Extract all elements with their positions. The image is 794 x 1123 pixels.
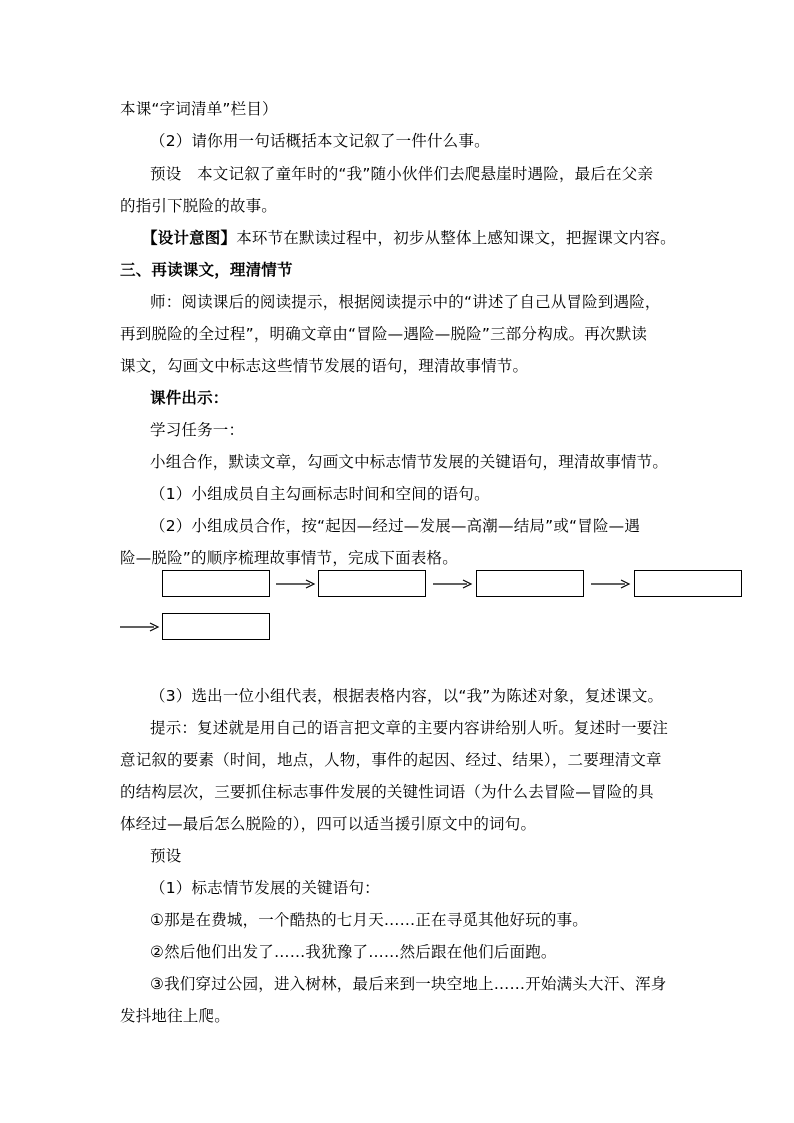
text-line: （1）小组成员自主勾画标志时间和空间的语句。 <box>150 485 490 503</box>
text-line: 再到脱险的全过程”，明确文章由“冒险—遇险—脱险”三部分构成。再次默读 <box>120 325 648 343</box>
arrow-right-icon <box>120 621 160 633</box>
arrow-right-icon <box>591 578 631 590</box>
plot-box-4 <box>634 570 742 597</box>
arrow-right-icon <box>276 578 316 590</box>
text-line: 课文，勾画文中标志这些情节发展的语句，理清故事情节。 <box>120 357 529 375</box>
preset-answer: 预设 本文记叙了童年时的“我”随小伙伴们去爬悬崖时遇险，最后在父亲 <box>150 165 654 183</box>
text-line: 体经过—最后怎么脱险的），四可以适当援引原文中的词句。 <box>120 815 537 833</box>
text-line: 小组合作，默读文章，勾画文中标志情节发展的关键语句，理清故事情节。 <box>150 453 669 471</box>
key-sentence-1: ①那是在费城，一个酷热的七月天……正在寻觅其他好玩的事。 <box>150 911 588 929</box>
text-line: 师：阅读课后的阅读提示，根据阅读提示中的“讲述了自己从冒险到遇险， <box>150 293 661 311</box>
design-intent-text: 本环节在默读过程中，初步从整体上感知课文，把握课文内容。 <box>236 229 676 247</box>
plot-box-5 <box>162 613 270 640</box>
text-line: 本课“字词清单”栏目） <box>120 100 278 118</box>
preset-heading: 预设 <box>150 847 182 865</box>
arrow-right-icon <box>433 578 473 590</box>
section-heading: 三、再读课文，理清情节 <box>120 261 293 279</box>
design-intent <box>142 227 702 249</box>
text-line: 的结构层次，三要抓住标志事件发展的关键性词语（为什么去冒险—冒险的具 <box>120 783 654 801</box>
text-line: （3）选出一位小组代表，根据表格内容，以“我”为陈述对象，复述课文。 <box>150 687 664 705</box>
text-line: （2）小组成员合作，按“起因—经过—发展—高潮—结局”或“冒险—遇 <box>150 517 641 535</box>
task-heading: 学习任务一： <box>150 421 245 439</box>
hint-text: 提示：复述就是用自己的语言把文章的主要内容讲给别人听。复述时一要注 <box>150 719 669 737</box>
key-sentence-3: ③我们穿过公园，进入树林，最后来到一块空地上……开始满头大汗、浑身 <box>150 975 667 993</box>
key-sentence-2: ②然后他们出发了……我犹豫了……然后跟在他们后面跑。 <box>150 943 557 961</box>
text-line: 发抖地往上爬。 <box>120 1007 230 1025</box>
plot-box-2 <box>318 570 426 597</box>
plot-box-3 <box>476 570 584 597</box>
design-intent-label: 【设计意图】 <box>142 229 237 247</box>
courseware-heading: 课件出示： <box>150 389 229 407</box>
text-line: 意记叙的要素（时间，地点，人物，事件的起因、经过、结果），二要理清文章 <box>120 751 662 769</box>
question-2: （2）请你用一句话概括本文记叙了一件什么事。 <box>150 132 490 150</box>
text-line: （1）标志情节发展的关键语句： <box>150 879 380 897</box>
plot-box-1 <box>162 570 270 597</box>
text-line: 险—脱险”的顺序梳理故事情节，完成下面表格。 <box>120 549 458 567</box>
text-line: 的指引下脱险的故事。 <box>120 197 278 215</box>
